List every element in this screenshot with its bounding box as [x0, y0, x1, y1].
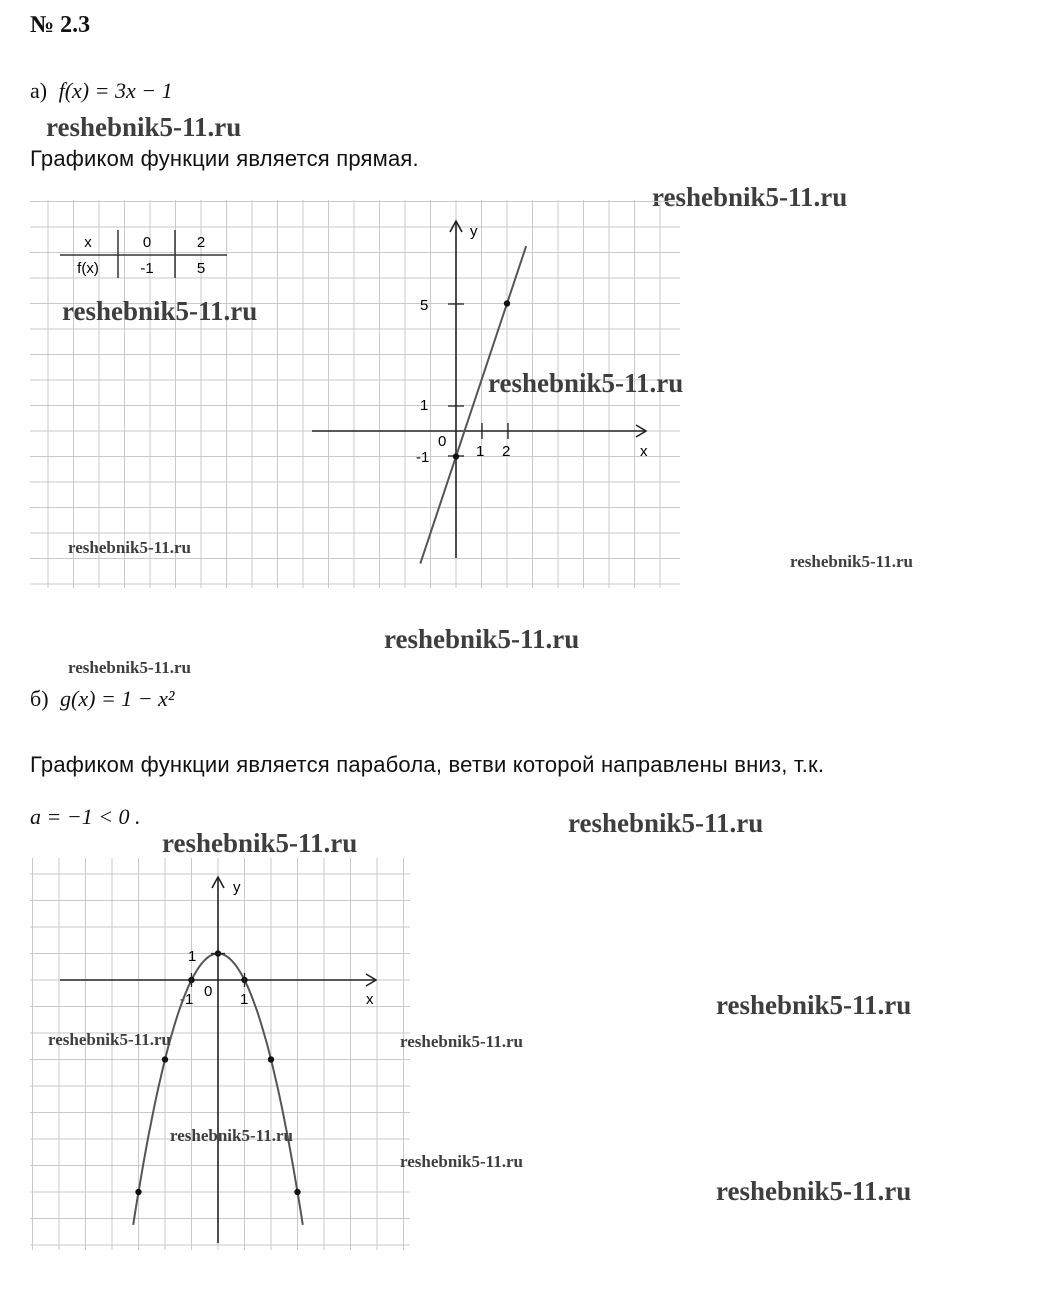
x-axis-label: x: [366, 991, 374, 1008]
tick-label-1: 1: [420, 397, 429, 414]
watermark: reshebnik5-11.ru: [68, 658, 191, 677]
part-b-condition: a = −1 < 0 .: [30, 804, 141, 829]
problem-number: № 2.3: [30, 12, 91, 38]
watermark: reshebnik5-11.ru: [716, 990, 912, 1020]
table-value-5: 5: [196, 260, 206, 277]
part-b-formula-lhs: g(x): [60, 686, 96, 711]
watermark: reshebnik5-11.ru: [790, 552, 913, 571]
watermark: reshebnik5-11.ru: [716, 1176, 912, 1206]
series-line: [420, 246, 526, 563]
data-point: [268, 1056, 274, 1062]
data-point: [135, 1189, 141, 1195]
watermark: reshebnik5-11.ru: [400, 1152, 523, 1171]
part-a-formula-rhs: = 3x − 1: [89, 78, 173, 103]
part-a-label: а): [30, 78, 48, 103]
x-axis-label: x: [640, 443, 648, 460]
origin-label: 0: [204, 983, 213, 1000]
table-header-2: 2: [196, 234, 206, 251]
data-point: [162, 1056, 168, 1062]
watermark: reshebnik5-11.ru: [48, 1030, 171, 1049]
table-header-x: x: [84, 234, 92, 251]
table-header-0: 0: [142, 234, 152, 251]
data-point: [453, 453, 459, 459]
part-a-formula-lhs: f(x): [58, 78, 90, 103]
watermark: reshebnik5-11.ru: [488, 368, 684, 398]
watermark: reshebnik5-11.ru: [62, 296, 258, 326]
y-axis-label: y: [470, 223, 478, 240]
grid-b: [30, 858, 410, 1250]
tick-label-minus1: -1: [416, 449, 430, 466]
plot-a: [420, 246, 526, 563]
part-a-formula: [30, 78, 173, 104]
table-row-label: f(x): [77, 260, 99, 277]
part-b-label: б): [30, 686, 49, 711]
part-b-description: Графиком функции является парабола, ветви которой направлены вниз, т.к.: [30, 752, 825, 777]
watermark: reshebnik5-11.ru: [568, 808, 764, 838]
x-tick-label-1: 1: [476, 443, 485, 460]
tick-label-5: 5: [420, 297, 429, 314]
watermark: reshebnik5-11.ru: [68, 538, 191, 557]
part-b-formula-rhs: = 1 − x²: [95, 686, 175, 711]
part-a-description: Графиком функции является прямая.: [30, 146, 419, 171]
watermark: reshebnik5-11.ru: [384, 624, 580, 654]
graph-b: [30, 858, 410, 1250]
origin-label: 0: [438, 433, 447, 450]
table-value-minus1: -1: [140, 260, 154, 277]
watermark: reshebnik5-11.ru: [652, 182, 848, 212]
watermark: reshebnik5-11.ru: [400, 1032, 523, 1051]
data-point: [294, 1189, 300, 1195]
watermark: reshebnik5-11.ru: [46, 112, 242, 142]
x-tick-label-minus1: -1: [180, 991, 194, 1008]
part-b-formula: [30, 686, 175, 712]
x-tick-label-1: 1: [240, 991, 249, 1008]
y-axis-label: y: [233, 879, 241, 896]
data-point: [504, 300, 510, 306]
value-table: [60, 230, 227, 278]
x-tick-label-2: 2: [502, 443, 511, 460]
watermark: reshebnik5-11.ru: [170, 1126, 293, 1145]
tick-label-1: 1: [188, 948, 197, 965]
watermark: reshebnik5-11.ru: [162, 828, 358, 858]
